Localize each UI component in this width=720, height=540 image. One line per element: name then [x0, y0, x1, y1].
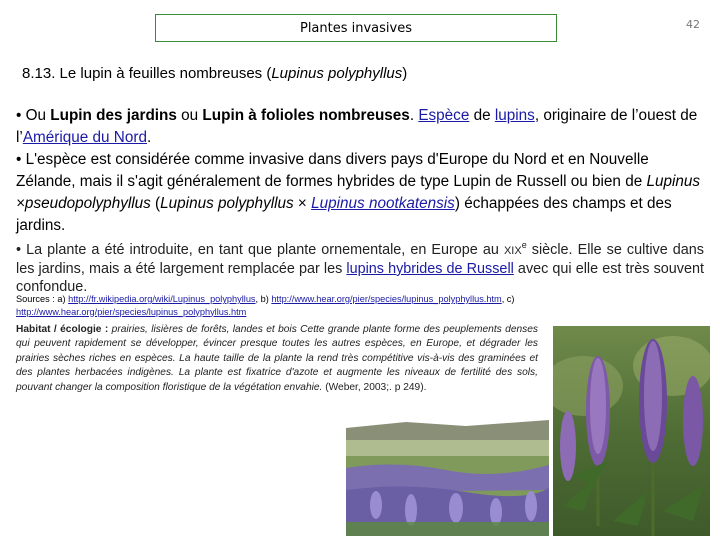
p1-end: .	[146, 129, 152, 146]
lupin-closeup-photo	[553, 326, 710, 536]
section-title-latin: Lupinus polyphyllus	[271, 65, 403, 82]
source-link-c[interactable]: http://www.hear.org/pier/species/lupinus_polyphyllus.htm	[16, 306, 247, 317]
sources-sep-b: , b)	[255, 294, 272, 304]
p1-origin-text: , originaire de l’ouest de l’	[16, 107, 698, 146]
paragraph-invasive	[16, 149, 706, 237]
p2-italic-1: Lupinus ×pseudopolyphyllus	[16, 173, 701, 212]
p3-text-1: • La plante a été introduite, en tant que plante ornementale, en Europe au	[16, 241, 504, 258]
link-amerique-du-nord[interactable]: Amérique du Nord	[22, 129, 147, 146]
p3-sup: e	[521, 240, 527, 250]
section-number: 8.13.	[22, 65, 56, 82]
p1-de: de	[469, 107, 495, 124]
p1-bullet: • Ou	[16, 107, 51, 124]
header-box	[155, 14, 557, 42]
page-number: 42	[686, 18, 700, 31]
habitat-text: prairies, lisières de forêts, landes et bois Cette grande plante forme des peuplements denses qui peuvent rapidement se développer, évincer presque toutes les autres espèces, en Europe, et dégrader les prairies sèches riches en espèces. La haute taille de la plante la rend très compétitive vis-à-vis des graminées et des plantes herbacées indigènes. La plante est fixatrice d'azote et augmente les niveaux de fertilité des sols, pouvant changer la composition floristique de la végétation envahie.	[16, 324, 539, 393]
p3-text-3: avec qui elle est très souvent confondue.	[16, 260, 704, 295]
p1-name-1: Lupin des jardins	[50, 107, 177, 124]
p2-text-2: (	[150, 195, 161, 212]
header-title: Plantes invasives	[299, 20, 413, 36]
source-link-a[interactable]: http://fr.wikipedia.org/wiki/Lupinus_polyphyllus	[68, 294, 256, 304]
section-title-close: )	[402, 65, 408, 82]
p2-italic-2: Lupinus polyphyllus	[160, 195, 294, 212]
p2-text-3: ×	[293, 195, 312, 212]
habitat-paragraph	[16, 323, 538, 395]
p2-text-1: • L'espèce est considérée comme invasive dans divers pays d'Europe du Nord et en Nouvelle Zélande, mais il s'agit généralement de formes hybrides de type Lupin de Russell ou bien de	[16, 151, 649, 190]
link-lupins[interactable]: lupins	[494, 107, 535, 124]
sources-label: Sources : a)	[16, 294, 69, 304]
link-lupins-russell[interactable]: lupins hybrides de Russell	[346, 260, 514, 277]
p1-name-2: Lupin à folioles nombreuses	[202, 107, 410, 124]
link-espece[interactable]: Espèce	[418, 107, 470, 124]
section-title	[22, 65, 407, 82]
habitat-label: Habitat / écologie :	[16, 324, 109, 335]
paragraph-common-names	[16, 105, 706, 149]
sources	[16, 293, 696, 318]
link-lupinus-nootkatensis[interactable]: Lupinus nootkatensis	[311, 195, 455, 212]
p2-text-4: ) échappées des champs et des jardins.	[16, 195, 672, 234]
p3-century: XIX	[503, 244, 522, 257]
p3-text-2: siècle. Elle se cultive dans les jardins, mais a été largement remplacée par les	[16, 241, 704, 277]
section-title-text: Le lupin à feuilles nombreuses (	[59, 65, 272, 82]
lupin-field-photo	[346, 410, 549, 536]
paragraph-introduction	[16, 236, 704, 296]
p1-or: ou	[176, 107, 203, 124]
p1-dot: .	[409, 107, 419, 124]
habitat-citation: (Weber, 2003;. p 249).	[322, 381, 427, 393]
sources-sep-c: , c)	[501, 294, 515, 304]
source-link-b[interactable]: http://www.hear.org/pier/species/lupinus_polyphyllus.htm	[271, 294, 502, 304]
